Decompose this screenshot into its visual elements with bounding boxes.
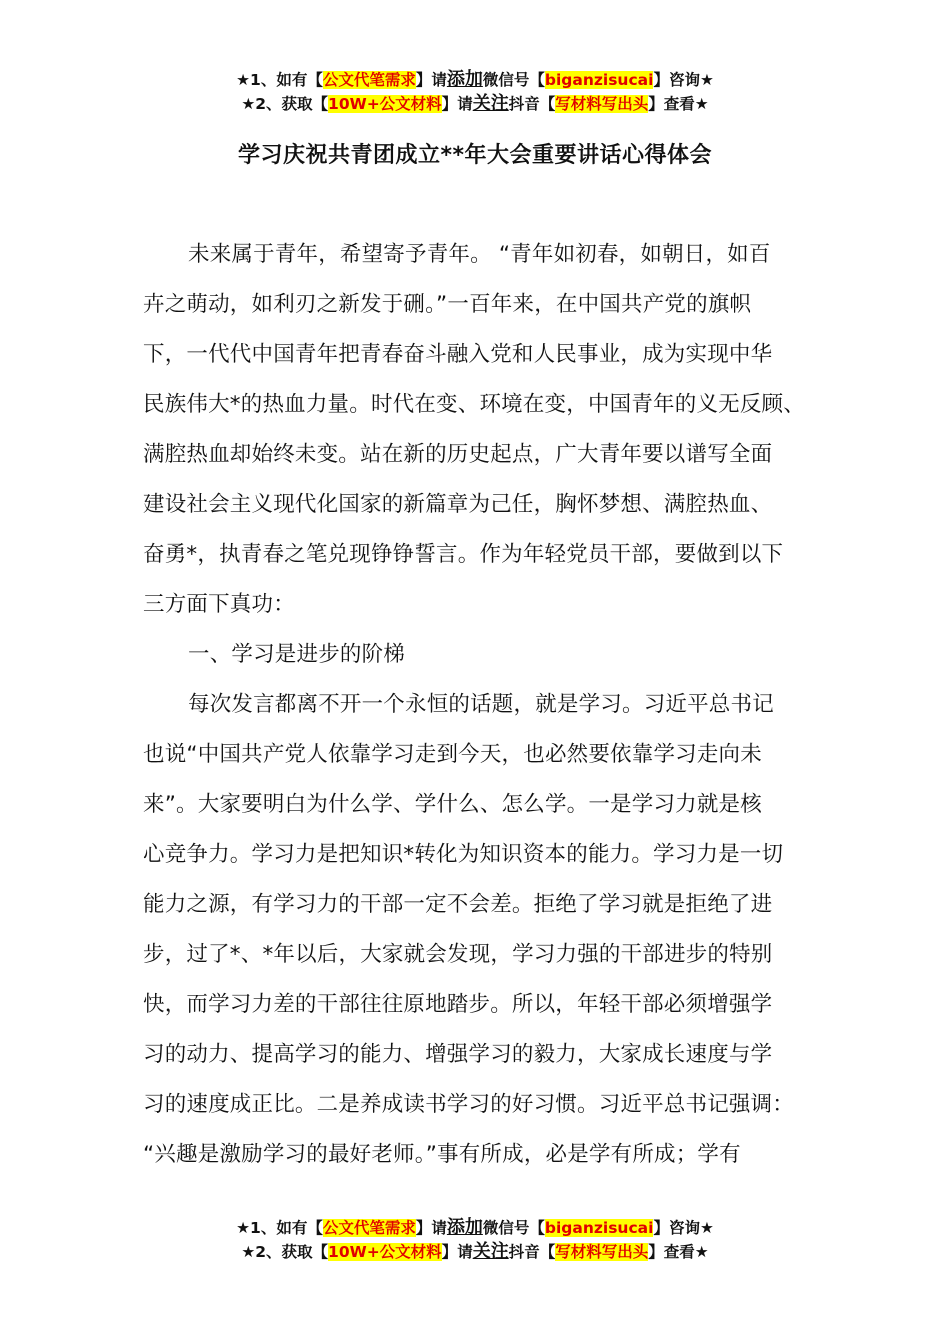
body-line: 也说“中国共产党人依靠学习走到今天，也必然要依靠学习走向未: [143, 742, 762, 767]
body-line: 奋勇*，执青春之笔兑现铮铮誓言。作为年轻党员干部，要做到以下: [143, 542, 784, 567]
body-line: “兴趣是激励学习的最好老师。”事有所成，必是学有所成；学有: [143, 1142, 741, 1167]
banner-line-2: ★2、获取【10W+公文材料】请关注抖音【写材料写出头】查看★: [241, 93, 709, 114]
document-title: 学习庆祝共青团成立**年大会重要讲话心得体会: [237, 143, 712, 168]
highlight-materials: 10W+公文材料: [328, 95, 442, 113]
banner-line-1: ★1、如有【公文代笔需求】请添加微信号【biganzisucai】咨询★: [236, 69, 714, 90]
body-line: 能力之源，有学习力的干部一定不会差。拒绝了学习就是拒绝了进: [143, 892, 773, 917]
body-line: 快，而学习力差的干部往往原地踏步。所以，年轻干部必须增强学: [143, 992, 773, 1017]
body-line: 卉之萌动，如利刃之新发于硎。”一百年来，在中国共产党的旗帜: [143, 292, 752, 317]
body-line: 每次发言都离不开一个永恒的话题，就是学习。习近平总书记: [188, 692, 774, 717]
banner-line-1: ★1、如有【公文代笔需求】请添加微信号【biganzisucai】咨询★: [236, 1217, 714, 1238]
body-line: 民族伟大*的热血力量。时代在变、环境在变，中国青年的义无反顾、: [143, 392, 805, 417]
section-heading: 一、学习是进步的阶梯: [188, 642, 406, 667]
bottom-banner: [0, 1216, 950, 1264]
highlight-wechat-id: biganzisucai: [544, 71, 654, 89]
top-banner: [0, 68, 950, 116]
body-line: 三方面下真功：: [143, 592, 295, 617]
body-line: 习的动力、提高学习的能力、增强学习的毅力，大家成长速度与学: [143, 1042, 773, 1067]
highlight-douyin: 写材料写出头: [555, 95, 649, 113]
body-line: 下，一代代中国青年把青春奋斗融入党和人民事业，成为实现中华: [143, 342, 773, 367]
body-line: 步，过了*、*年以后，大家就会发现，学习力强的干部进步的特别: [143, 942, 773, 967]
highlight-materials: 10W+公文材料: [328, 1243, 442, 1261]
highlight-douyin: 写材料写出头: [555, 1243, 649, 1261]
body-line: 来”。大家要明白为什么学、学什么、怎么学。一是学习力就是核: [143, 792, 762, 817]
body-line: 心竞争力。学习力是把知识*转化为知识资本的能力。学习力是一切: [143, 842, 784, 867]
highlight-ghostwriting: 公文代笔需求: [322, 71, 416, 89]
body-line: 未来属于青年，希望寄予青年。 “青年如初春，如朝日，如百: [188, 242, 771, 267]
highlight-wechat-id: biganzisucai: [544, 1219, 654, 1237]
banner-line-2: ★2、获取【10W+公文材料】请关注抖音【写材料写出头】查看★: [241, 1241, 709, 1262]
document-body: [143, 230, 833, 1180]
body-line: 习的速度成正比。二是养成读书学习的好习惯。习近平总书记强调：: [143, 1092, 795, 1117]
body-line: 建设社会主义现代化国家的新篇章为己任，胸怀梦想、满腔热血、: [143, 492, 773, 517]
highlight-ghostwriting: 公文代笔需求: [322, 1219, 416, 1237]
body-line: 满腔热血却始终未变。站在新的历史起点，广大青年要以谱写全面: [143, 442, 773, 467]
